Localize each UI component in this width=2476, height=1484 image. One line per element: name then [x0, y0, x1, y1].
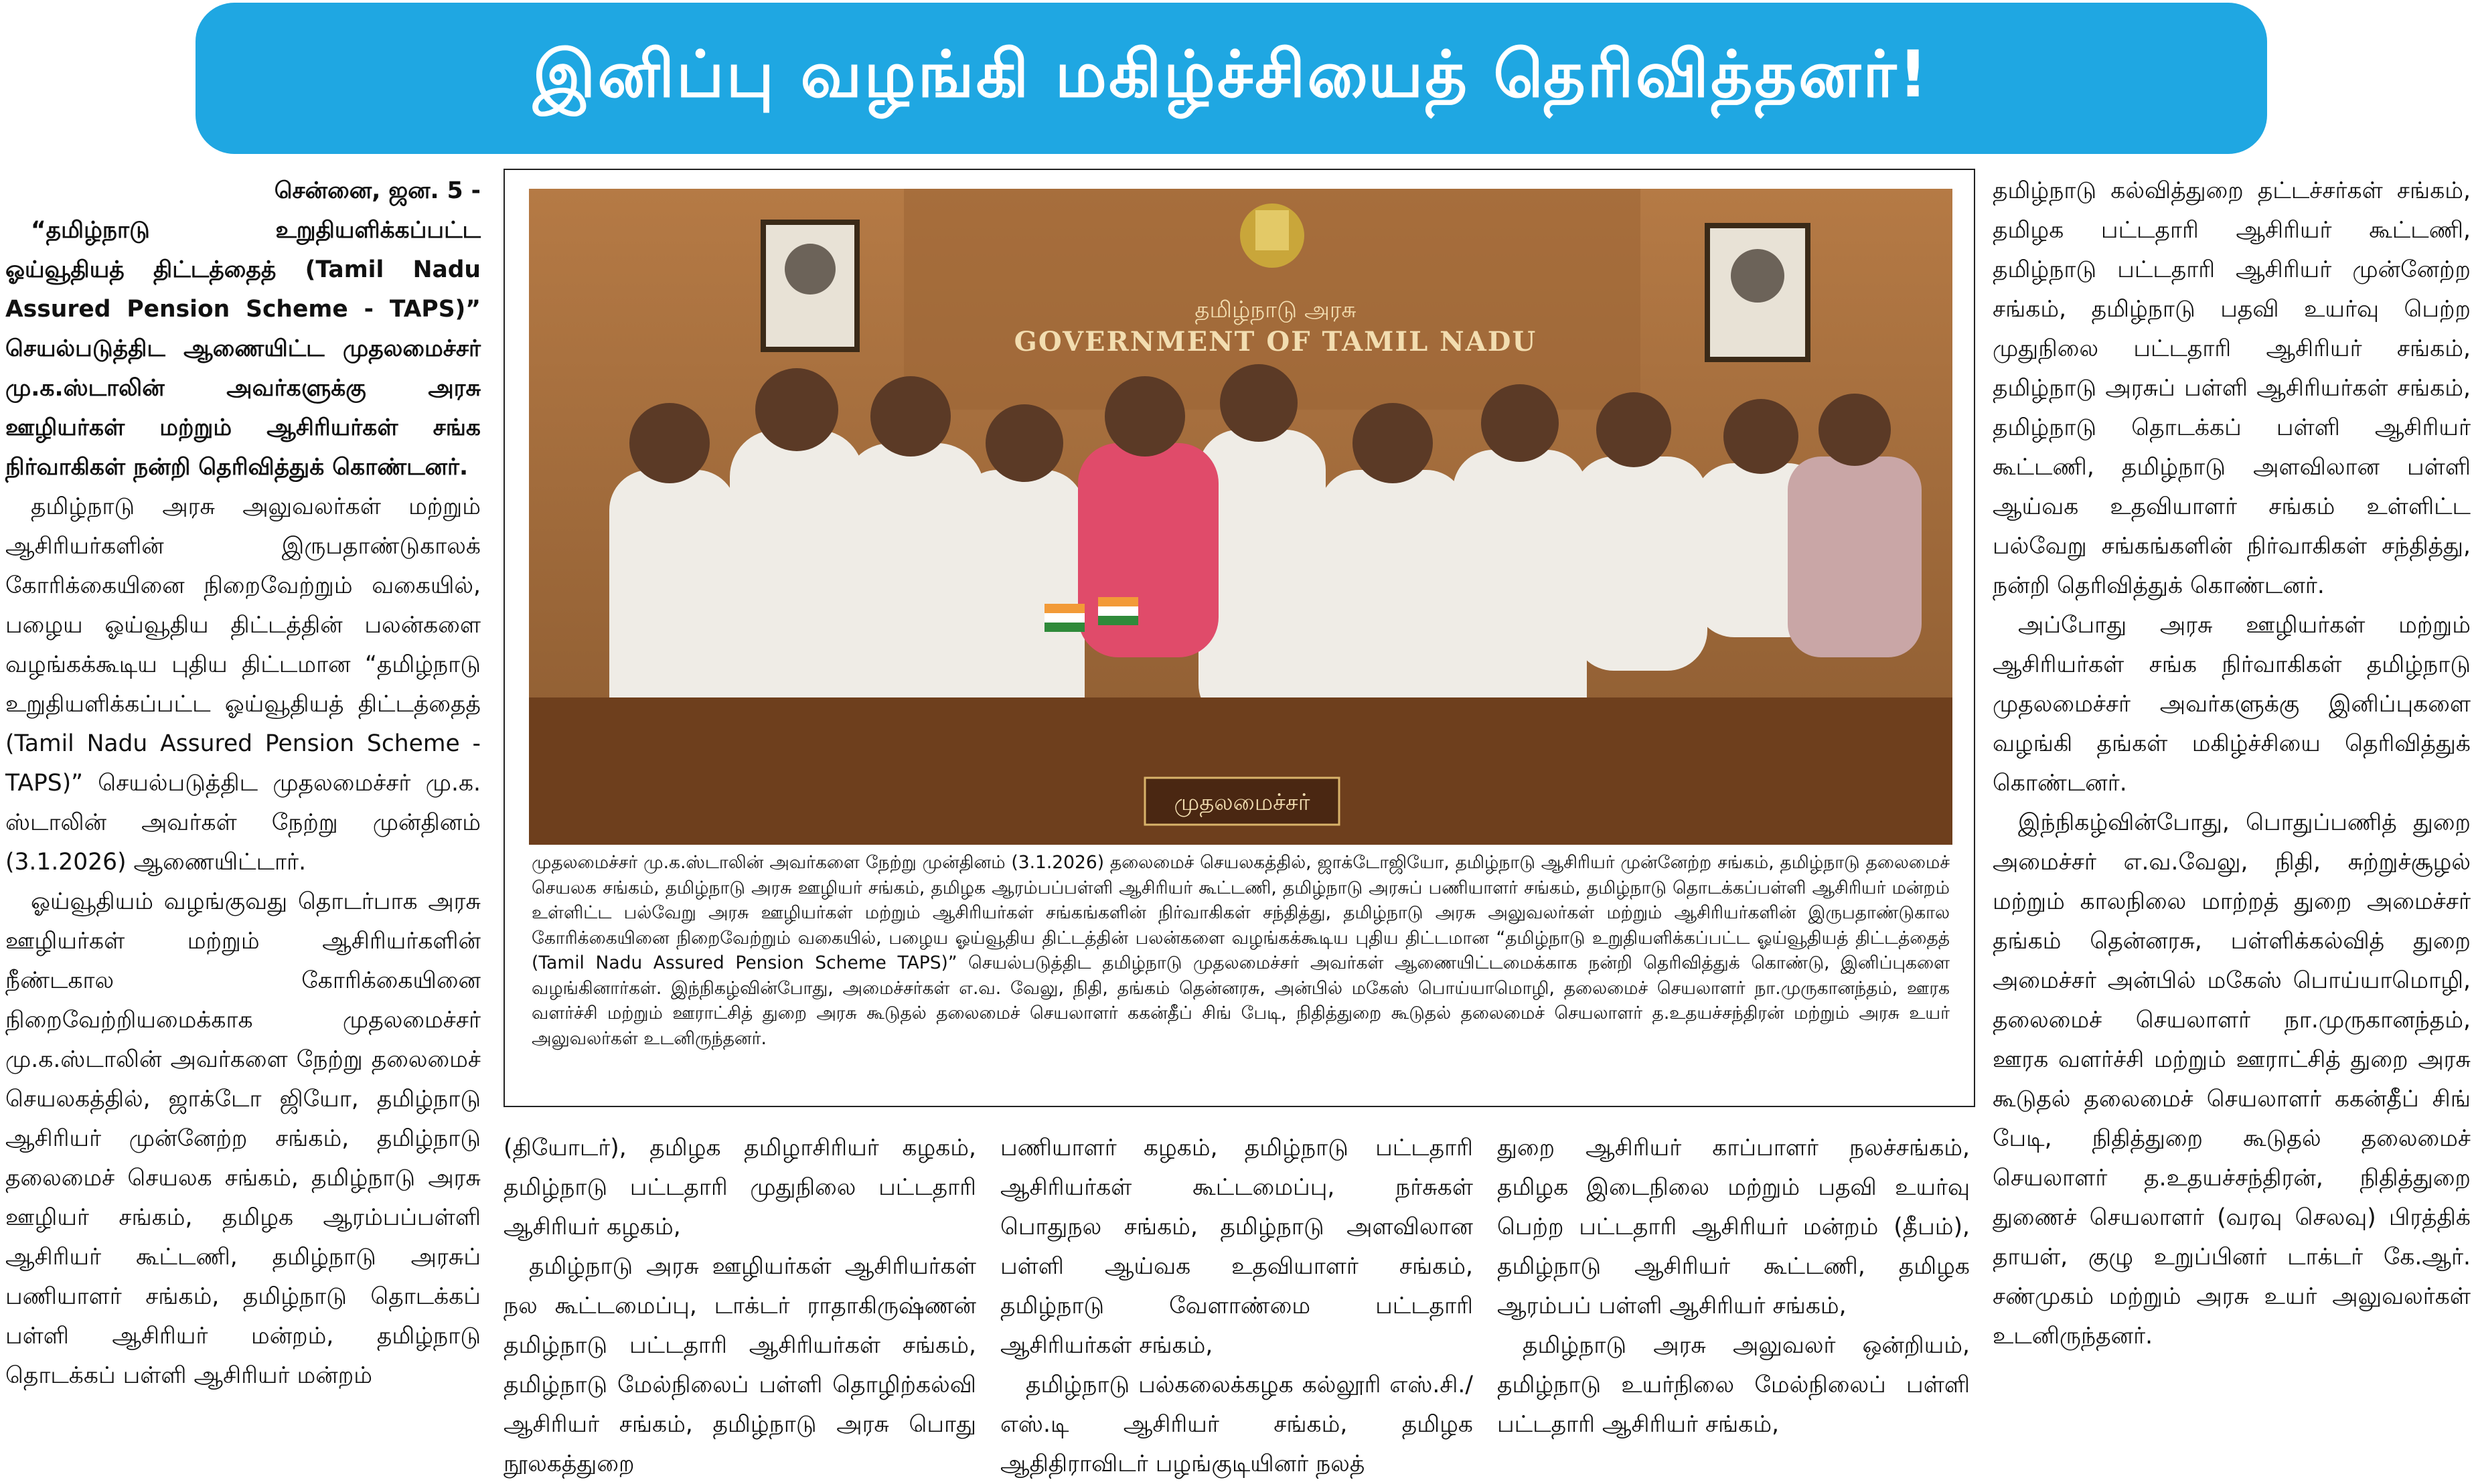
- article-paragraph: (தியோடர்), தமிழக தமிழாசிரியர் கழகம், தமிழ்நாடு பட்டதாரி முதுநிலை பட்டதாரி ஆசிரியர் கழகம்,: [504, 1135, 976, 1240]
- headline-banner: [196, 3, 2267, 154]
- photo-box: [504, 169, 1975, 1107]
- article-paragraph: இந்நிகழ்வின்போது, பொதுப்பணித் துறை அமைச்சர் எ.வ.வேலு, நிதி, சுற்றுச்சூழல் மற்றும் காலநிலை மாற்றத் துறை அமைச்சர் தங்கம் தென்னரசு, பள்ளிக்கல்வித் துறை அமைச்சர் அன்பில் மகேஸ் பொய்யாமொழி, தலைமைச் செயலாளர் நா.முருகானந்தம், ஊரக வளர்ச்சி மற்றும் ஊராட்சித் துறை அரசு கூடுதல் தலைமைச் செயலாளர் ககன்தீப் சிங் பேடி, நிதித்துறை கூடுதல் தலைமைச் செயலாளர் த.உதயச்சந்திரன், நிதித்துறை துணைச் செயலாளர் (வரவு செலவு) பிரத்திக் தாயள், குழு உறுப்பினர் டாக்டர் கே.ஆர். சண்முகம் மற்றும் அரசு உயர் அலுவலர்கள் உடனிருந்தனர்.: [1993, 809, 2471, 1349]
- wall-text-tamil: தமிழ்நாடு அரசு: [1194, 297, 1357, 323]
- article-paragraph: தமிழ்நாடு கல்வித்துறை தட்டச்சர்கள் சங்கம், தமிழக பட்டதாரி ஆசிரியர் கூட்டணி, தமிழ்நாடு பட்டதாரி ஆசிரியர் முன்னேற்ற சங்கம், தமிழ்நாடு பதவி உயர்வு பெற்ற முதுநிலை பட்டதாரி ஆசிரியர் சங்கம், தமிழ்நாடு அரசுப் பள்ளி ஆசிரியர்கள் சங்கம், தமிழ்நாடு தொடக்கப் பள்ளி ஆசிரியர் கூட்டணி, தமிழ்நாடு அளவிலான பள்ளி ஆய்வக உதவியாளர் சங்கம் உள்ளிட்ட பல்வேறு சங்கங்களின் நிர்வாகிகள் சந்தித்து, நன்றி தெரிவித்துக் கொண்டனர்.: [1993, 177, 2471, 599]
- news-photo: [529, 189, 1952, 845]
- article-paragraph: ஓய்வூதியம் வழங்குவது தொடர்பாக அரசு ஊழியர்கள் மற்றும் ஆசிரியர்களின் நீண்டகால கோரிக்கையினை நிறைவேற்றியமைக்காக முதலமைச்சர் மு.க.ஸ்டாலின் அவர்களை நேற்று தலைமைச் செயலகத்தில், ஜாக்டோ ஜியோ, தமிழ்நாடு ஆசிரியர் முன்னேற்ற சங்கம், தமிழ்நாடு தலைமைச் செயலக சங்கம், தமிழ்நாடு அரசு ஊழியர் சங்கம், தமிழக ஆரம்பப்பள்ளி ஆசிரியர் கூட்டணி, தமிழ்நாடு அரசுப் பணியாளர் சங்கம், தமிழ்நாடு தொடக்கப் பள்ளி ஆசிரியர் மன்றம், தமிழ்நாடு தொடக்கப் பள்ளி ஆசிரியர் மன்றம்: [5, 888, 481, 1389]
- article-column-right: [1993, 171, 2471, 1463]
- article-paragraph: தமிழ்நாடு பல்கலைக்கழக கல்லூரி எஸ்.சி./எஸ்.டி ஆசிரியர் சங்கம், தமிழக ஆதிதிராவிடர் பழங்குடியினர் நலத்: [1000, 1372, 1473, 1477]
- article-paragraph: தமிழ்நாடு அரசு அலுவலர் ஒன்றியம், தமிழ்நாடு உயர்நிலை மேல்நிலைப் பள்ளி பட்டதாரி ஆசிரியர் சங்கம்,: [1497, 1332, 1970, 1438]
- article-paragraph: தமிழ்நாடு அரசு ஊழியர்கள் ஆசிரியர்கள் நல கூட்டமைப்பு, டாக்டர் ராதாகிருஷ்ணன் தமிழ்நாடு பட்டதாரி ஆசிரியர்கள் சங்கம், தமிழ்நாடு மேல்நிலைப் பள்ளி தொழிற்கல்வி ஆசிரியர் சங்கம், தமிழ்நாடு அரசு பொது நூலகத்துறை: [504, 1253, 976, 1477]
- photo-caption: முதலமைச்சர் மு.க.ஸ்டாலின் அவர்களை நேற்று முன்தினம் (3.1.2026) தலைமைச் செயலகத்தில், ஜாக்டோஜியோ, தமிழ்நாடு ஆசிரியர் முன்னேற்ற சங்கம், தமிழ்நாடு தலைமைச் செயலக சங்கம், தமிழ்நாடு அரசு ஊழியர் சங்கம், தமிழக ஆரம்பப்பள்ளி ஆசிரியர் கூட்டணி, தமிழ்நாடு அரசுப் பணியாளர் சங்கம், தமிழ்நாடு தொடக்கப்பள்ளி ஆசிரியர் மன்றம் உள்ளிட்ட பல்வேறு அரசு ஊழியர்கள் மற்றும் ஆசிரியர்கள் சங்கங்களின் நிர்வாகிகள் சந்தித்து, தமிழ்நாடு அரசு அலுவலர்கள் மற்றும் ஆசிரியர்களின் இருபதாண்டுகால கோரிக்கையினை நிறைவேற்றும் வகையில், பழைய ஓய்வூதிய திட்டத்தின் பலன்களை வழங்கக்கூடிய புதிய திட்டமான “தமிழ்நாடு உறுதியளிக்கப்பட்ட ஓய்வூதியத் திட்டத்தைத் (Tamil Nadu Assured Pension Scheme TAPS)” செயல்படுத்திட தமிழ்நாடு முதலமைச்சர் அவர்கள் ஆணையிட்டமைக்காக நன்றி தெரிவித்துக் கொண்டு, இனிப்புகளை வழங்கினார்கள். இந்நிகழ்வின்போது, அமைச்சர்கள் எ.வ. வேலு, நிதி, தங்கம் தென்னரசு, அன்பில் மகேஸ் பொய்யாமொழி, தலைமைச் செயலாளர் நா.முருகானந்தம், ஊரக வளர்ச்சி மற்றும் ஊராட்சித் துறை அரசு கூடுதல் தலைமைச் செயலாளர் ககன்தீப் சிங் பேடி, நிதித்துறை கூடுதல் தலைமைச் செயலாளர் த.உதயச்சந்திரன் மற்றும் அரசு உயர் அலுவலர்கள் உடனிருந்தனர்.: [532, 852, 1950, 1049]
- article-paragraph: தமிழ்நாடு அரசு அலுவலர்கள் மற்றும் ஆசிரியர்களின் இருபதாண்டுகாலக் கோரிக்கையினை நிறைவேற்றும் வகையில், பழைய ஓய்வூதிய திட்டத்தின் பலன்களை வழங்கக்கூடிய புதிய திட்டமான “தமிழ்நாடு உறுதியளிக்கப்பட்ட ஓய்வூதியத் திட்டத்தைத் (Tamil Nadu Assured Pension Scheme - TAPS)” செயல்படுத்திட முதலமைச்சர் மு.க. ஸ்டாலின் அவர்கள் நேற்று முன்தினம் (3.1.2026) ஆணையிட்டார்.: [5, 493, 481, 876]
- article-paragraph: பணியாளர் கழகம், தமிழ்நாடு பட்டதாரி ஆசிரியர்கள் கூட்டமைப்பு, நர்சுகள் பொதுநல சங்கம், தமிழ்நாடு அளவிலான பள்ளி ஆய்வக உதவியாளர் சங்கம், தமிழ்நாடு வேளாண்மை பட்டதாரி ஆசிரியர்கள் சங்கம்,: [1000, 1135, 1473, 1359]
- article-paragraph: துறை ஆசிரியர் காப்பாளர் நலச்சங்கம், தமிழக இடைநிலை மற்றும் பதவி உயர்வு பெற்ற பட்டதாரி ஆசிரியர் மன்றம் (தீபம்), தமிழ்நாடு ஆசிரியர் கூட்டணி, தமிழக ஆரம்பப் பள்ளி ஆசிரியர் சங்கம்,: [1497, 1135, 1970, 1319]
- nameplate-text: முதலமைச்சர்: [1174, 789, 1310, 816]
- photo-illustration: [529, 189, 1952, 845]
- wall-text-english: GOVERNMENT OF TAMIL NADU: [1014, 326, 1537, 357]
- article-column-bottom-3: [1497, 1129, 1970, 1463]
- article-column-left: [5, 171, 481, 1463]
- article-column-bottom-1: [504, 1129, 976, 1477]
- dateline: சென்னை, ஜன. 5 -: [274, 177, 481, 204]
- article-paragraph: அப்போது அரசு ஊழியர்கள் மற்றும் ஆசிரியர்கள் சங்க நிர்வாகிகள் தமிழ்நாடு முதலமைச்சர் அவர்களுக்கு இனிப்புகளை வழங்கி தங்கள் மகிழ்ச்சியை தெரிவித்துக் கொண்டனர்.: [1993, 612, 2471, 797]
- article-column-bottom-2: [1000, 1129, 1473, 1477]
- headline-text: இனிப்பு வழங்கி மகிழ்ச்சியைத் தெரிவித்தனர்!: [532, 36, 1930, 112]
- article-lead: “தமிழ்நாடு உறுதியளிக்கப்பட்ட ஓய்வூதியத் திட்டத்தைத் (Tamil Nadu Assured Pension Scheme - TAPS)” செயல்படுத்திட ஆணையிட்ட முதலமைச்சர் மு.க.ஸ்டாலின் அவர்களுக்கு அரசு ஊழியர்கள் மற்றும் ஆசிரியர்கள் சங்க நிர்வாகிகள் நன்றி தெரிவித்துக் கொண்டனர்.: [5, 217, 481, 481]
